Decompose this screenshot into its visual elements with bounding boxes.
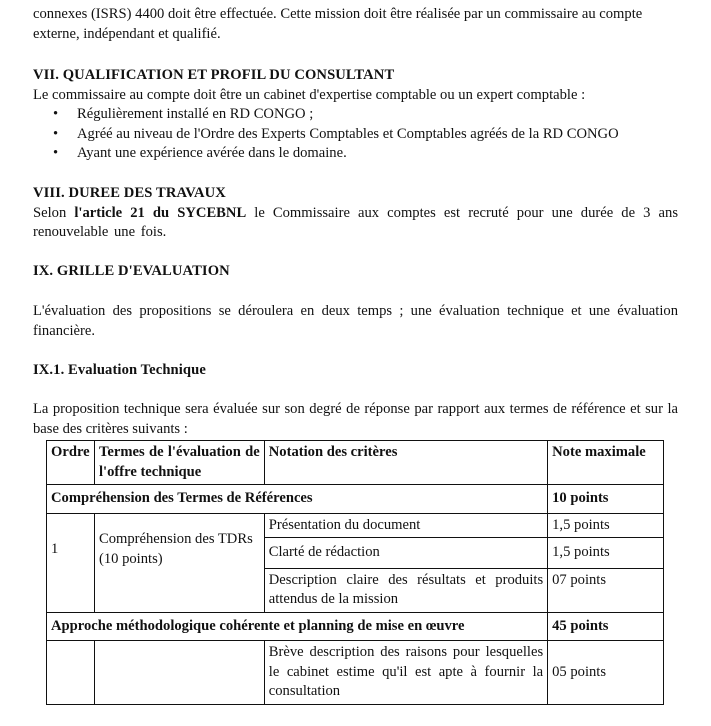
header-termes: Termes de l'évaluation de l'offre technique <box>94 441 264 485</box>
table-row <box>47 513 664 538</box>
row-ordre: 1 <box>47 513 95 612</box>
row-points: 07 points <box>548 568 664 612</box>
grille-text: L'évaluation des propositions se déroulera en deux temps ; une évaluation technique et une évaluation financière. <box>33 303 678 339</box>
duree-text-bold: l'article 21 du SYCEBNL <box>74 204 247 221</box>
eval-technique-paragraph <box>33 400 678 439</box>
row-ordre <box>47 641 95 705</box>
row-criterion: Présentation du document <box>264 513 547 538</box>
table-group-row <box>47 485 664 514</box>
table-row <box>47 641 664 705</box>
table-header-row <box>47 441 664 485</box>
row-term: Compréhension des TDRs (10 points) <box>94 513 264 612</box>
group-title: Compréhension des Termes de Références <box>47 485 548 514</box>
header-ordre: Ordre <box>47 441 95 485</box>
group-title: Approche méthodologique cohérente et planning de mise en œuvre <box>47 612 548 641</box>
qualification-list <box>33 105 678 164</box>
section-grille <box>33 262 678 282</box>
row-term <box>94 641 264 705</box>
row-criterion: Brève description des raisons pour lesquelles le cabinet estime qu'il est apte à fournir la consultation <box>264 641 547 705</box>
section-qualification <box>33 66 678 164</box>
list-item: • Régulièrement installé en RD CONGO ; <box>33 105 678 125</box>
group-points: 45 points <box>548 612 664 641</box>
section-title-eval-technique: IX.1. Evaluation Technique <box>33 362 206 378</box>
evaluation-table <box>46 440 664 705</box>
list-item: • Agréé au niveau de l'Ordre des Experts Comptables et Comptables agréés de la RD CONGO <box>33 125 678 145</box>
section-title-grille: IX. GRILLE D'EVALUATION <box>33 263 230 279</box>
group-points: 10 points <box>548 485 664 514</box>
table-group-row <box>47 612 664 641</box>
duree-text-post: le Commissaire aux comptes est recruté pour une durée de 3 ans renouvelable une fois. <box>33 204 679 240</box>
row-points: 05 points <box>548 641 664 705</box>
duree-text-pre: Selon <box>33 204 75 221</box>
intro-line-1: connexes (ISRS) 4400 doit être effectuée. Cette mission doit être réalisée par un commissaire au compte <box>33 6 643 22</box>
grille-paragraph <box>33 302 678 341</box>
eval-technique-text: La proposition technique sera évaluée sur son degré de réponse par rapport aux termes de référence et sur la base des critères suivants : <box>33 401 678 437</box>
intro-line-2: externe, indépendant et qualifié. <box>33 25 221 42</box>
intro-paragraph <box>33 5 678 44</box>
qualification-text: Le commissaire au compte doit être un cabinet d'expertise comptable ou un expert comptable : <box>33 86 586 103</box>
row-criterion: Clarté de rédaction <box>264 538 547 569</box>
section-title-qualification: VII. QUALIFICATION ET PROFIL DU CONSULTANT <box>33 67 395 83</box>
duree-text <box>33 204 678 243</box>
section-title-duree: VIII. DUREE DES TRAVAUX <box>33 185 226 201</box>
list-item: • Ayant une expérience avérée dans le domaine. <box>33 144 678 164</box>
section-duree <box>33 184 678 243</box>
row-points: 1,5 points <box>548 513 664 538</box>
row-criterion: Description claire des résultats et produits attendus de la mission <box>264 568 547 612</box>
header-note: Note maximale <box>548 441 664 485</box>
row-points: 1,5 points <box>548 538 664 569</box>
section-eval-technique <box>33 361 678 381</box>
header-notation: Notation des critères <box>264 441 547 485</box>
